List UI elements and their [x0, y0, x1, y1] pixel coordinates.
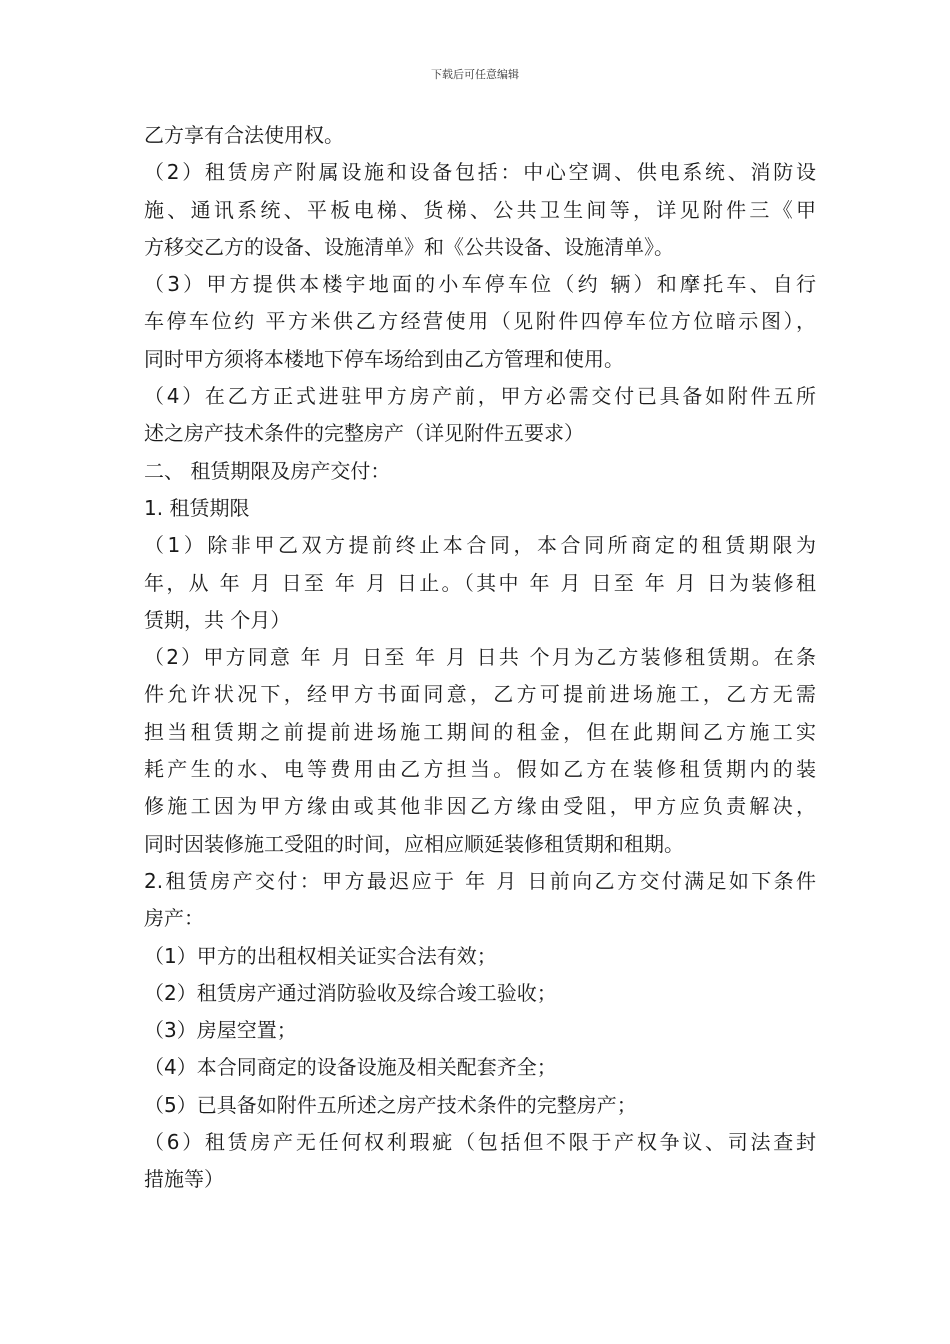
text-line: 述之房产技术条件的完整房产（详见附件五要求） — [144, 421, 584, 446]
text-line: （3）甲方提供本楼宇地面的小车停车位（约 辆）和摩托车、自行 — [144, 272, 816, 297]
text-line: （1）甲方的出租权相关证实合法有效； — [144, 943, 497, 968]
text-line: 1. 租赁期限 — [144, 495, 250, 520]
page-header: 下载后可任意编辑 — [431, 68, 519, 81]
text-line: 同时因装修施工受阻的时间，应相应顺延装修租赁期和租期。 — [144, 831, 684, 856]
text-line: （2）甲方同意 年 月 日至 年 月 日共 个月为乙方装修租赁期。在条 — [144, 645, 816, 670]
text-line: 施、通讯系统、平板电梯、货梯、公共卫生间等，详见附件三《甲 — [144, 197, 816, 222]
text-line: 房产： — [144, 906, 204, 931]
text-line: 耗产生的水、电等费用由乙方担当。假如乙方在装修租赁期内的装 — [144, 757, 816, 782]
text-line: （2）租赁房产通过消防验收及综合竣工验收； — [144, 980, 557, 1005]
text-line: （2）租赁房产附属设施和设备包括：中心空调、供电系统、消防设 — [144, 160, 816, 185]
text-line: （4）本合同商定的设备设施及相关配套齐全； — [144, 1055, 557, 1080]
text-line: 赁期，共 个月） — [144, 607, 291, 632]
text-line: 措施等） — [144, 1167, 224, 1192]
text-line: 车停车位约 平方米供乙方经营使用（见附件四停车位方位暗示图）， — [144, 309, 816, 334]
text-line: 2.租赁房产交付：甲方最迟应于 年 月 日前向乙方交付满足如下条件 — [144, 868, 816, 893]
text-line: 二、 租赁期限及房产交付： — [144, 458, 391, 483]
text-line: （3）房屋空置； — [144, 1018, 297, 1043]
text-line: 件允许状况下，经甲方书面同意，乙方可提前进场施工，乙方无需 — [144, 682, 816, 707]
text-line: （6）租赁房产无任何权利瑕疵（包括但不限于产权争议、司法查封 — [144, 1130, 816, 1155]
document-body — [144, 117, 816, 1199]
text-line: 乙方享有合法使用权。 — [144, 123, 344, 147]
text-line: 修施工因为甲方缘由或其他非因乙方缘由受阻，甲方应负责解决， — [144, 794, 816, 819]
text-line: 担当租赁期之前提前进场施工期间的租金，但在此期间乙方施工实 — [144, 719, 816, 744]
text-line: 同时甲方须将本楼地下停车场给到由乙方管理和使用。 — [144, 346, 624, 371]
text-line: 方移交乙方的设备、设施清单》和《公共设备、设施清单》。 — [144, 234, 674, 259]
text-line: 年，从 年 月 日至 年 月 日止。（其中 年 月 日至 年 月 日为装修租 — [144, 570, 816, 595]
text-line: （5）已具备如附件五所述之房产技术条件的完整房产； — [144, 1092, 637, 1117]
text-line: （4）在乙方正式进驻甲方房产前，甲方必需交付已具备如附件五所 — [144, 384, 816, 409]
text-line: （1）除非甲乙双方提前终止本合同，本合同所商定的租赁期限为 — [144, 533, 816, 558]
